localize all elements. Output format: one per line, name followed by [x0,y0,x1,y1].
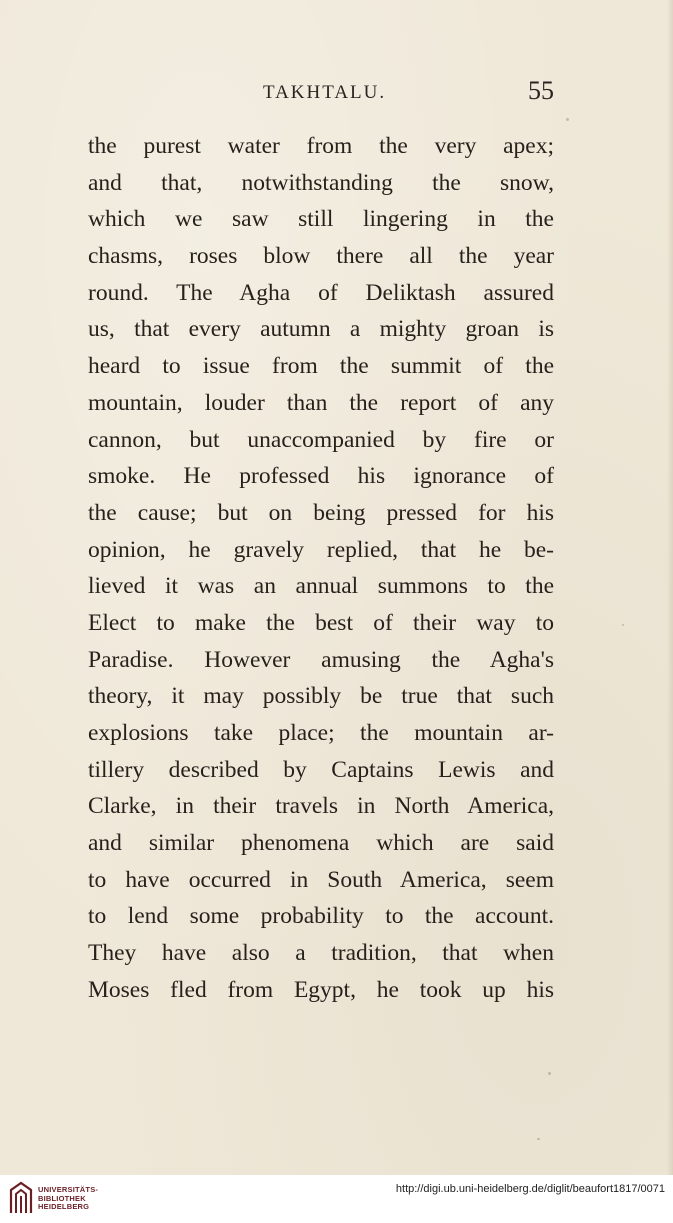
text-line: tillery described by Captains Lewis and [88,756,554,783]
library-name-line: BIBLIOTHEK [38,1193,86,1203]
text-line: heard to issue from the summit of the [88,353,554,380]
viewer-footer [0,1175,673,1223]
text-line: cannon, but unaccompanied by fire or [88,426,554,453]
paper-speck [566,118,569,121]
text-line: They have also a tradition, that when [88,940,554,967]
text-line: opinion, he gravely replied, that he be- [88,536,554,563]
text-line: round. The Agha of Deliktash assured [88,279,554,306]
text-line: theory, it may possibly be true that such [88,683,554,710]
running-title: TAKHTALU. [263,82,387,103]
text-line: the cause; but on being pressed for his [88,499,554,526]
text-line: and similar phenomena which are said [88,830,554,857]
text-line: to lend some probability to the account. [88,903,554,930]
text-line: explosions take place; the mountain ar- [88,720,554,746]
text-line: which we saw still lingering in the [88,206,554,233]
body-text [88,128,554,1009]
text-line: lieved it was an annual summons to the [88,573,554,600]
text-line: Paradise. However amusing the Agha's [88,646,554,673]
page-number: 55 [528,76,554,105]
library-name-line: HEIDELBERG [38,1202,90,1211]
text-line: the purest water from the very apex; [88,133,554,159]
page-edge-shadow [667,0,673,1175]
text-line: chasms, roses blow there all the year [88,243,554,270]
text-line: Clarke, in their travels in North America, [88,793,554,820]
running-head [88,76,554,110]
library-name [38,1186,98,1212]
permalink-url[interactable]: http://digi.ub.uni-heidelberg.de/diglit/beaufort1817/0071 [395,1183,665,1195]
heidelberg-library-logo-icon[interactable] [8,1180,34,1216]
text-line: and that, notwithstanding the snow, [88,169,554,196]
paper-speck [548,1072,551,1075]
paper-speck [622,624,624,626]
text-line: smoke. He professed his ignorance of [88,463,554,490]
paper-speck [537,1138,540,1140]
text-line: us, that every autumn a mighty groan is [88,316,554,343]
text-line: mountain, louder than the report of any [88,389,554,416]
text-line: Moses fled from Egypt, he took up his [88,976,554,1003]
text-line: to have occurred in South America, seem [88,866,554,893]
library-name-line: UNIVERSITÄTS- [38,1185,99,1194]
text-line: Elect to make the best of their way to [88,609,554,636]
